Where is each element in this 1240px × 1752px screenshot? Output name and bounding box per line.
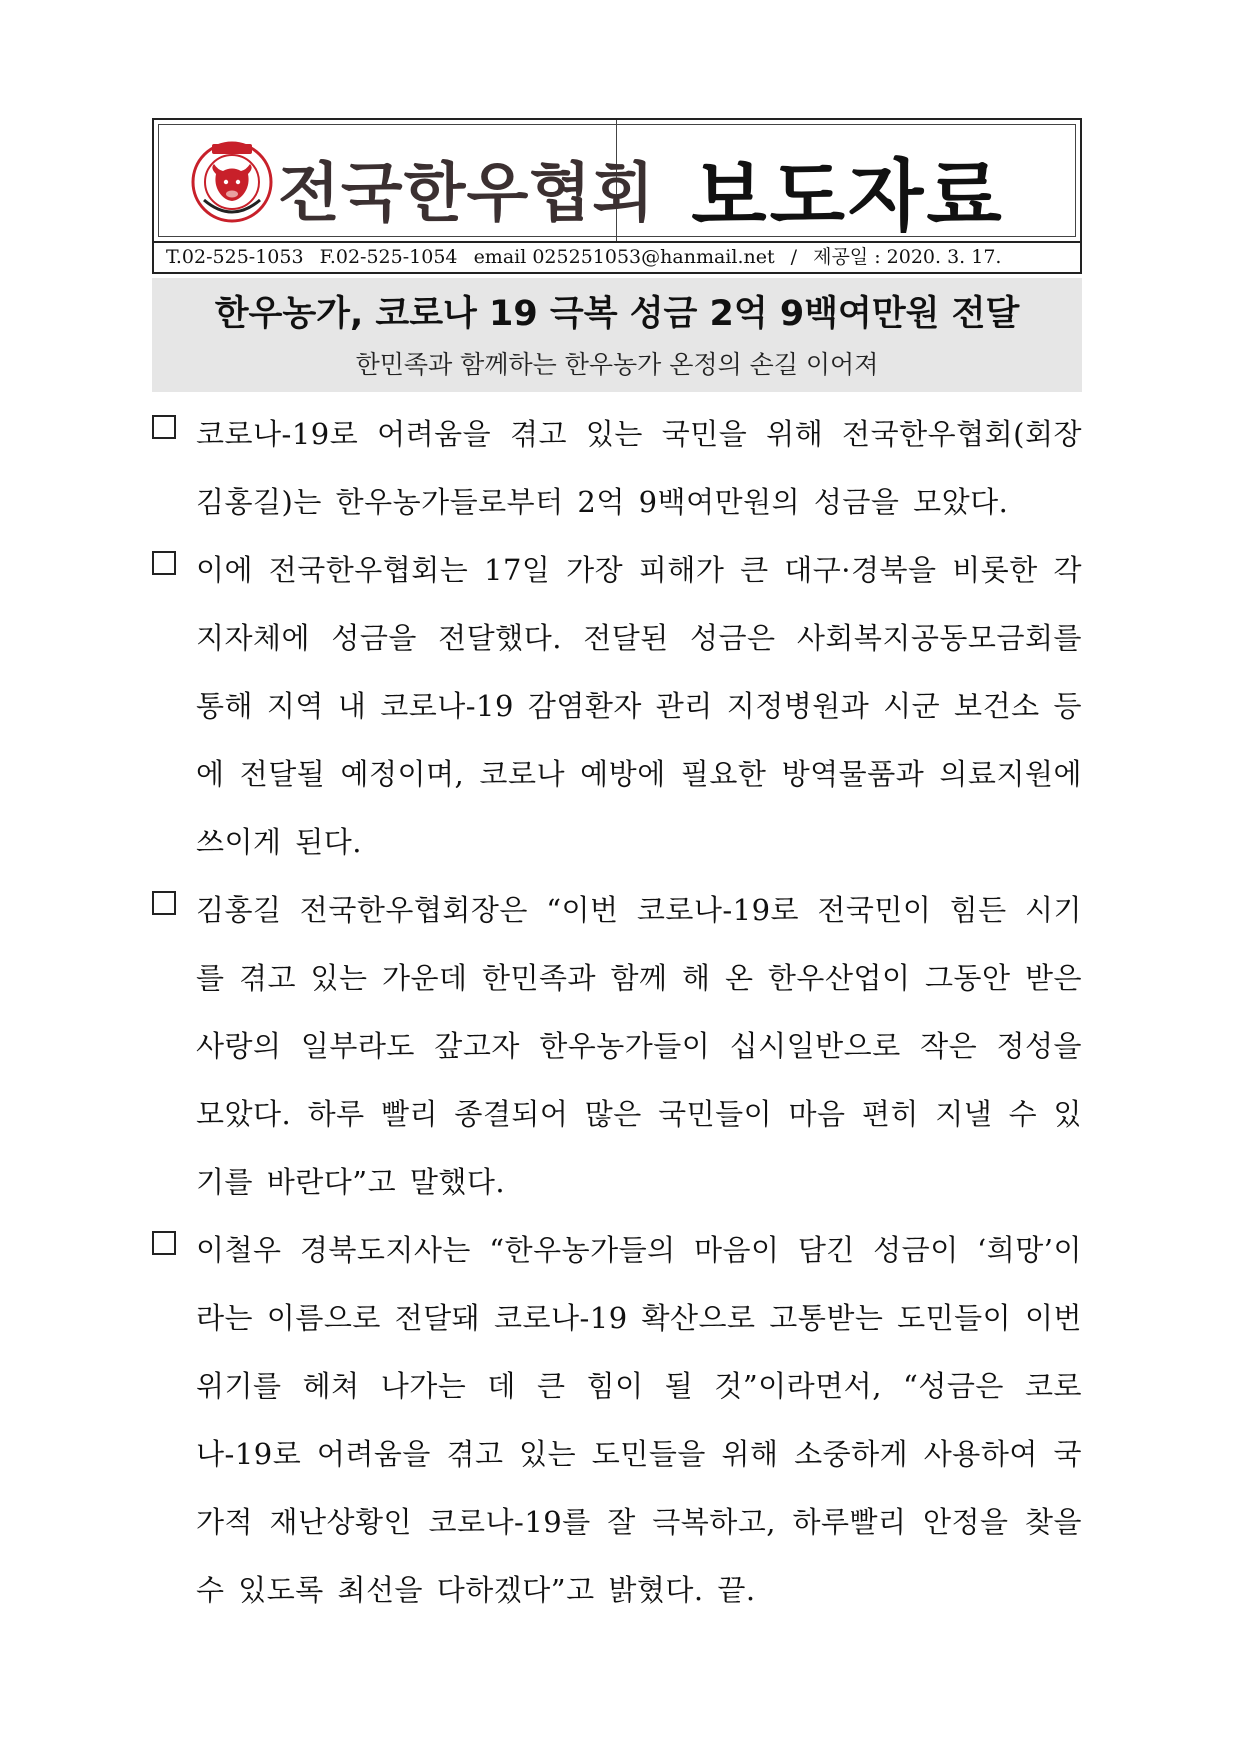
organization-name: 전국한우협회 [278,157,655,231]
checkbox-bullet-icon [152,551,176,575]
article-body [152,400,1082,1624]
paragraph-text: 이철우 경북도지사는 “한우농가들의 마음이 담긴 성금이 ‘희망’이라는 이름으로 전달돼 코로나-19 확산으로 고통받는 도민들이 이번 위기를 헤쳐 나가는 데 큰 힘이 될 것”이라면서, “성금은 코로나-19로 어려움을 겪고 있는 도민들을 위해 소중하게 사용하여 국가적 재난상황인 코로나-19를 잘 극복하고, 하루빨리 안정을 찾을 수 있도록 최선을 다하겠다”고 밝혔다. 끝. [196,1233,1082,1607]
release-date: 제공일 : 2020. 3. 17. [813,246,1002,268]
headline: 한우농가, 코로나 19 극복 성금 2억 9백여만원 전달 [214,294,1020,334]
subheadline: 한민족과 함께하는 한우농가 온정의 손길 이어져 [355,350,879,379]
hanwoo-emblem-icon [190,140,274,224]
paragraph-text: 코로나-19로 어려움을 겪고 있는 국민을 위해 전국한우협회(회장 김홍길)는 한우농가들로부터 2억 9백여만원의 성금을 모았다. [196,417,1082,519]
title-band [152,278,1082,392]
paragraph-3 [152,876,1082,1216]
logo [190,134,655,231]
paragraph-4 [152,1216,1082,1624]
contact-fax: F.02-525-1054 [319,246,458,268]
checkbox-bullet-icon [152,1231,176,1255]
paragraph-1 [152,400,1082,536]
contact-tel: T.02-525-1053 [166,246,304,268]
contact-info [152,242,1082,274]
contact-separator: / [790,246,798,268]
paragraph-text: 김홍길 전국한우협회장은 “이번 코로나-19로 전국민이 힘든 시기를 겪고 있는 가운데 한민족과 함께 해 온 한우산업이 그동안 받은 사랑의 일부라도 갚고자 한우농가들이 십시일반으로 작은 정성을 모았다. 하루 빨리 종결되어 많은 국민들이 마음 편히 지낼 수 있기를 바란다”고 말했다. [196,893,1082,1199]
contact-email: email 025251053@hanmail.net [473,246,775,268]
press-release-label: 보도자료 [691,152,1005,242]
paragraph-text: 이에 전국한우협회는 17일 가장 피해가 큰 대구·경북을 비롯한 각 지자체에 성금을 전달했다. 전달된 성금은 사회복지공동모금회를 통해 지역 내 코로나-19 감염환자 관리 지정병원과 시군 보건소 등에 전달될 예정이며, 코로나 예방에 필요한 방역물품과 의료지원에 쓰이게 된다. [196,553,1082,859]
checkbox-bullet-icon [152,415,176,439]
letterhead [152,118,1082,243]
paragraph-2 [152,536,1082,876]
checkbox-bullet-icon [152,891,176,915]
